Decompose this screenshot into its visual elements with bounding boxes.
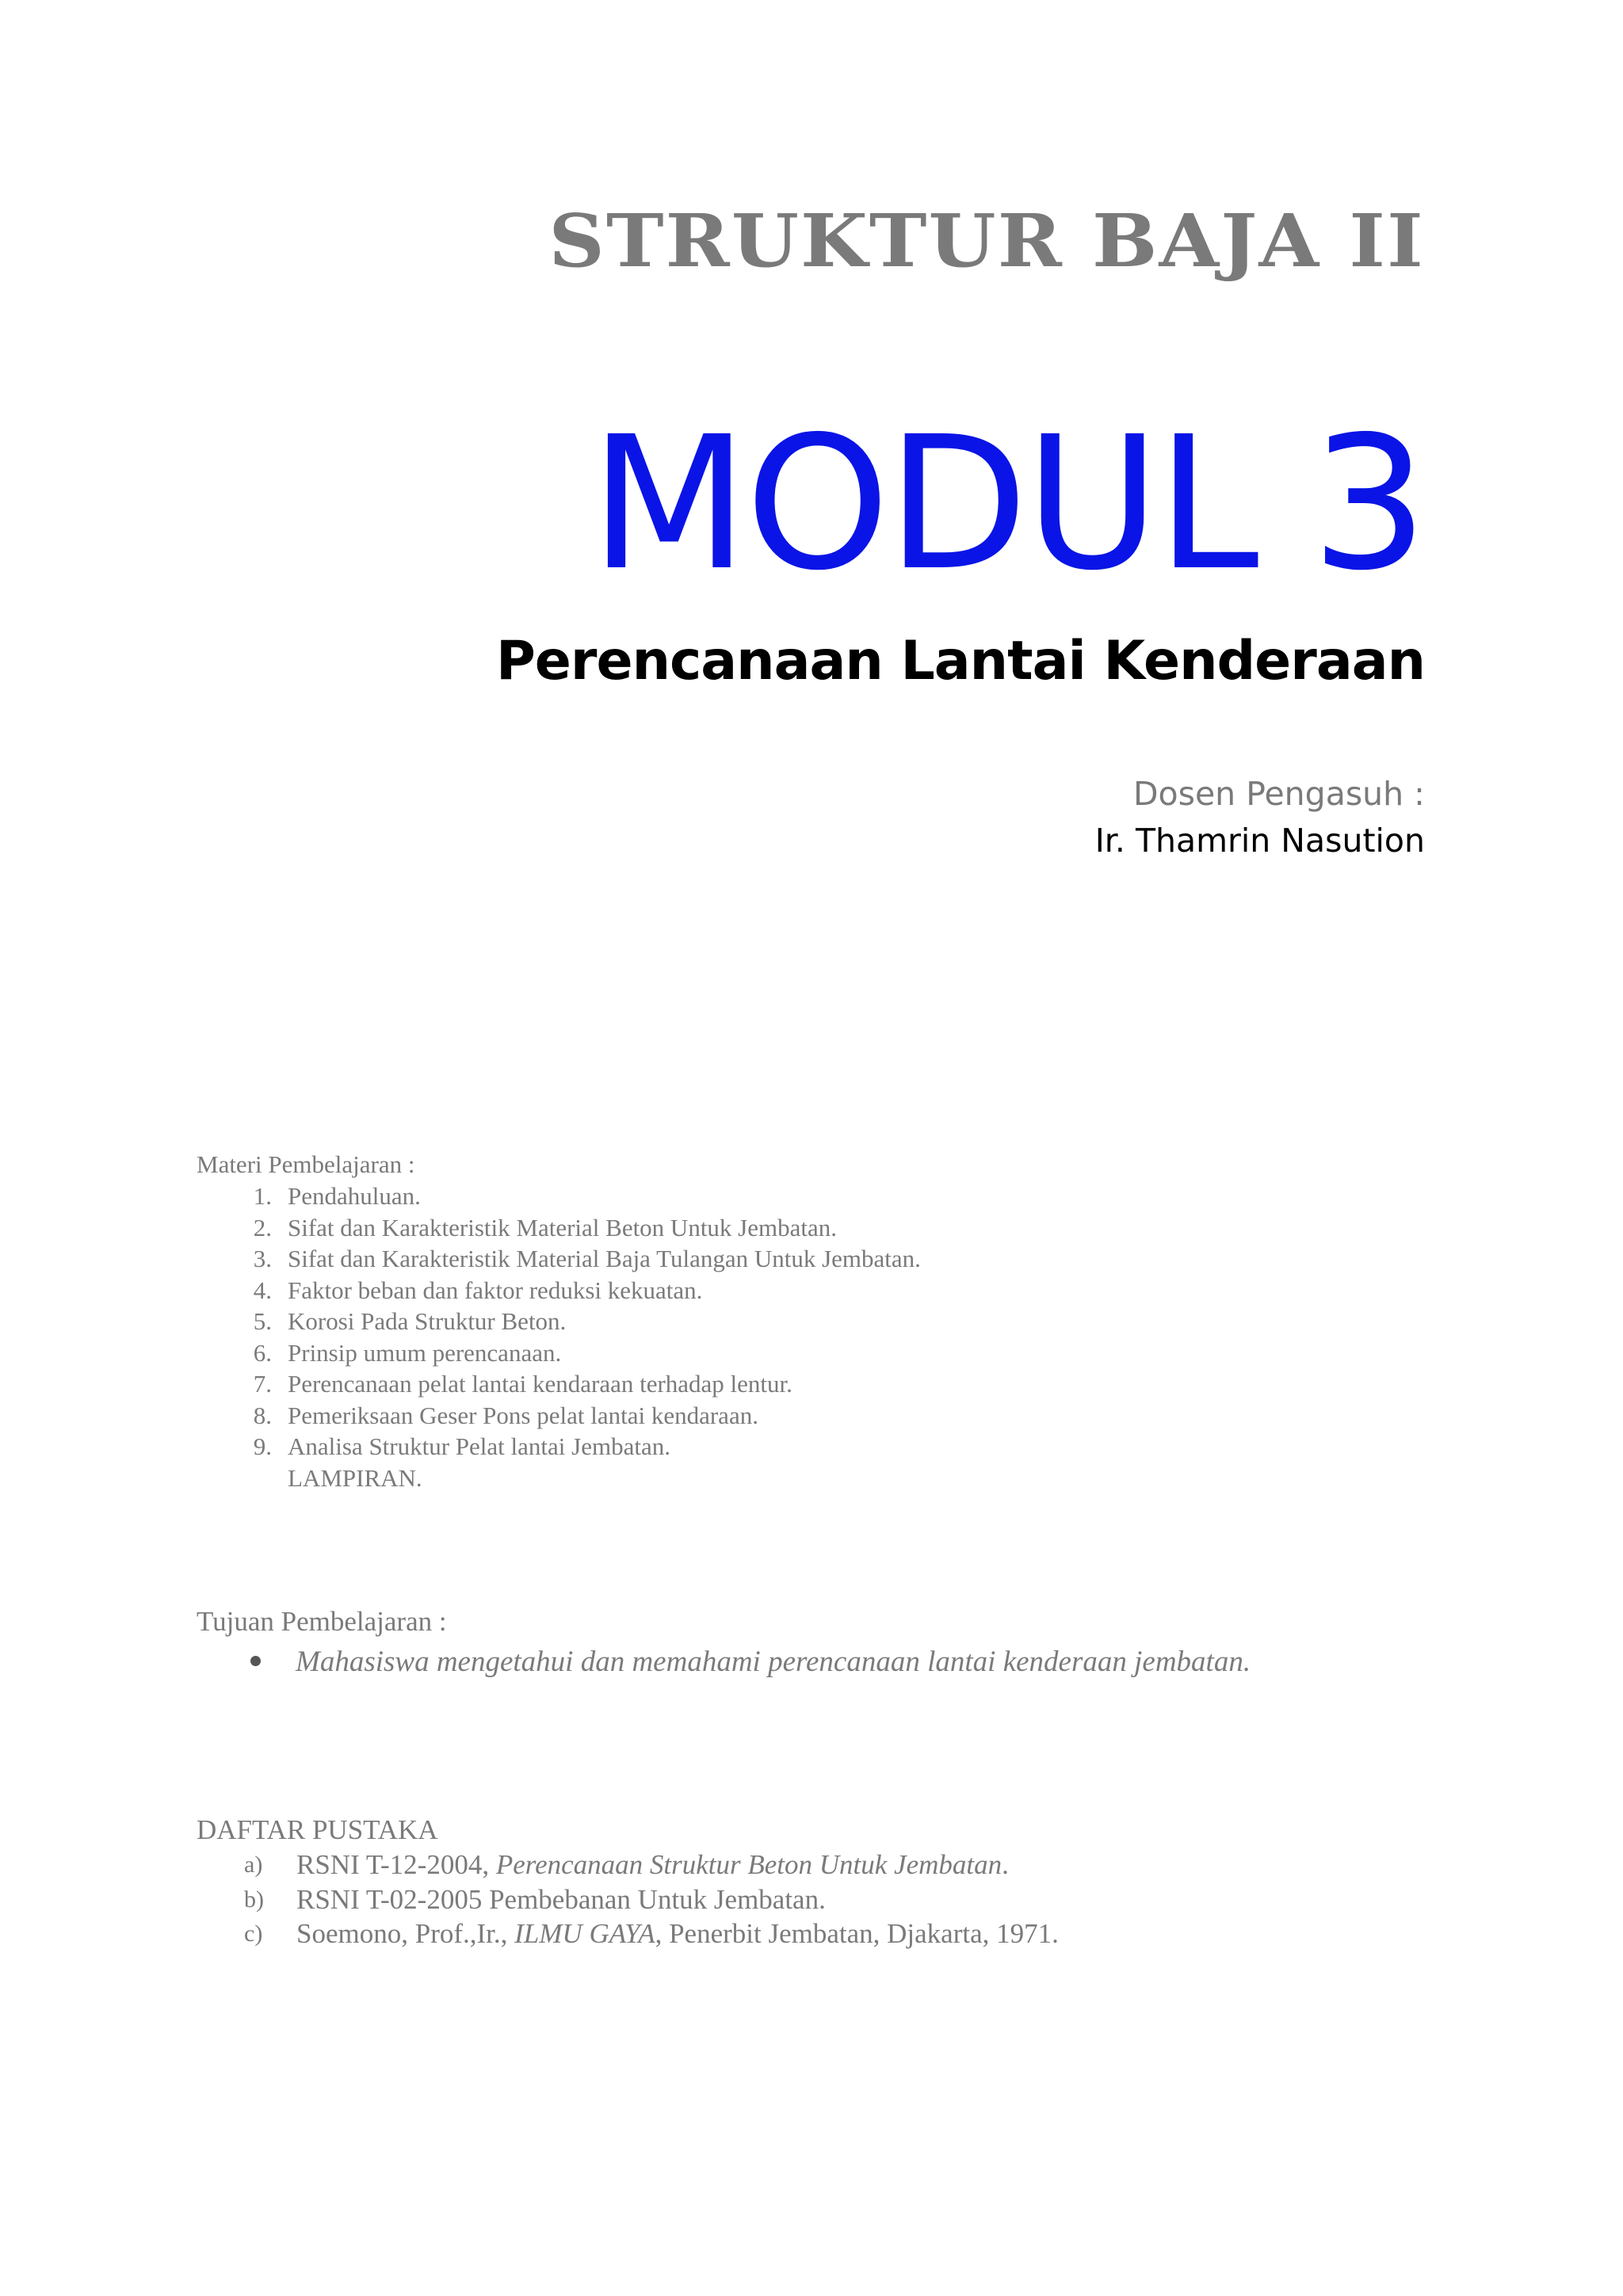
reference-marker: a) <box>244 1852 263 1878</box>
list-number: 9. <box>253 1432 272 1460</box>
reference-prefix: Soemono, Prof.,Ir., <box>296 1918 515 1949</box>
list-item <box>197 1368 921 1400</box>
list-item <box>197 1243 921 1275</box>
reference-marker: b) <box>244 1886 264 1913</box>
list-item-text: Pemeriksaan Geser Pons pelat lantai kendaraan. <box>288 1401 758 1429</box>
list-item-text: Faktor beban dan faktor reduksi kekuatan. <box>288 1276 703 1304</box>
tujuan-section <box>197 1604 1251 1680</box>
list-item-text: Sifat dan Karakteristik Material Baja Tulangan Untuk Jembatan. <box>288 1245 921 1272</box>
pustaka-section <box>197 1813 1059 1951</box>
goal-item <box>197 1644 1251 1680</box>
reference-list <box>197 1848 1059 1951</box>
appendix-label: LAMPIRAN. <box>288 1463 422 1492</box>
reference-marker: c) <box>244 1920 263 1947</box>
list-item <box>197 1306 921 1337</box>
list-number: 1. <box>253 1182 272 1210</box>
list-item-text: Prinsip umum perencanaan. <box>288 1338 562 1367</box>
reference-item <box>197 1848 1059 1882</box>
list-item-text: Analisa Struktur Pelat lantai Jembatan. <box>288 1432 670 1460</box>
course-title: STRUKTUR BAJA II <box>548 198 1425 284</box>
materi-heading: Materi Pembelajaran : <box>197 1150 415 1178</box>
goal-text: Mahasiswa mengetahui dan memahami perencanaan lantai kenderaan jembatan. <box>296 1646 1251 1678</box>
reference-title: Perencanaan Struktur Beton Untuk Jembatan <box>495 1849 1002 1880</box>
list-item <box>197 1212 921 1244</box>
list-item-text: Korosi Pada Struktur Beton. <box>288 1307 567 1335</box>
list-item <box>197 1337 921 1369</box>
list-number: 6. <box>253 1338 272 1367</box>
reference-prefix: RSNI T-12-2004, <box>296 1849 496 1880</box>
pustaka-heading: DAFTAR PUSTAKA <box>197 1814 438 1845</box>
bullet-icon <box>250 1656 261 1666</box>
list-item-text: Sifat dan Karakteristik Material Beton Untuk Jembatan. <box>288 1213 838 1241</box>
list-item-text: Perencanaan pelat lantai kendaraan terhadap lentur. <box>288 1370 792 1398</box>
reference-title: ILMU GAYA <box>514 1918 655 1949</box>
list-item <box>197 1275 921 1306</box>
lecturer-name: Ir. Thamrin Nasution <box>1094 822 1425 860</box>
list-number: 3. <box>253 1245 272 1272</box>
reference-prefix: RSNI T-02-2005 Pembebanan Untuk Jembatan. <box>296 1883 826 1915</box>
list-item <box>197 1400 921 1432</box>
materi-section <box>197 1149 921 1493</box>
lecturer-label: Dosen Pengasuh : <box>1132 775 1425 813</box>
reference-item <box>197 1882 1059 1917</box>
reference-suffix: , Penerbit Jembatan, Djakarta, 1971. <box>655 1918 1059 1949</box>
materi-list <box>197 1180 921 1463</box>
list-number: 2. <box>253 1213 272 1241</box>
module-title: MODUL 3 <box>590 397 1425 611</box>
list-number: 4. <box>253 1276 272 1304</box>
reference-item <box>197 1917 1059 1951</box>
list-item-text: Pendahuluan. <box>288 1182 421 1210</box>
module-subtitle: Perencanaan Lantai Kenderaan <box>495 630 1425 692</box>
reference-suffix: . <box>1002 1849 1009 1880</box>
list-item <box>197 1431 921 1463</box>
list-item <box>197 1180 921 1212</box>
list-number: 5. <box>253 1307 272 1335</box>
list-number: 8. <box>253 1401 272 1429</box>
tujuan-heading: Tujuan Pembelajaran : <box>197 1606 447 1637</box>
list-number: 7. <box>253 1370 272 1398</box>
